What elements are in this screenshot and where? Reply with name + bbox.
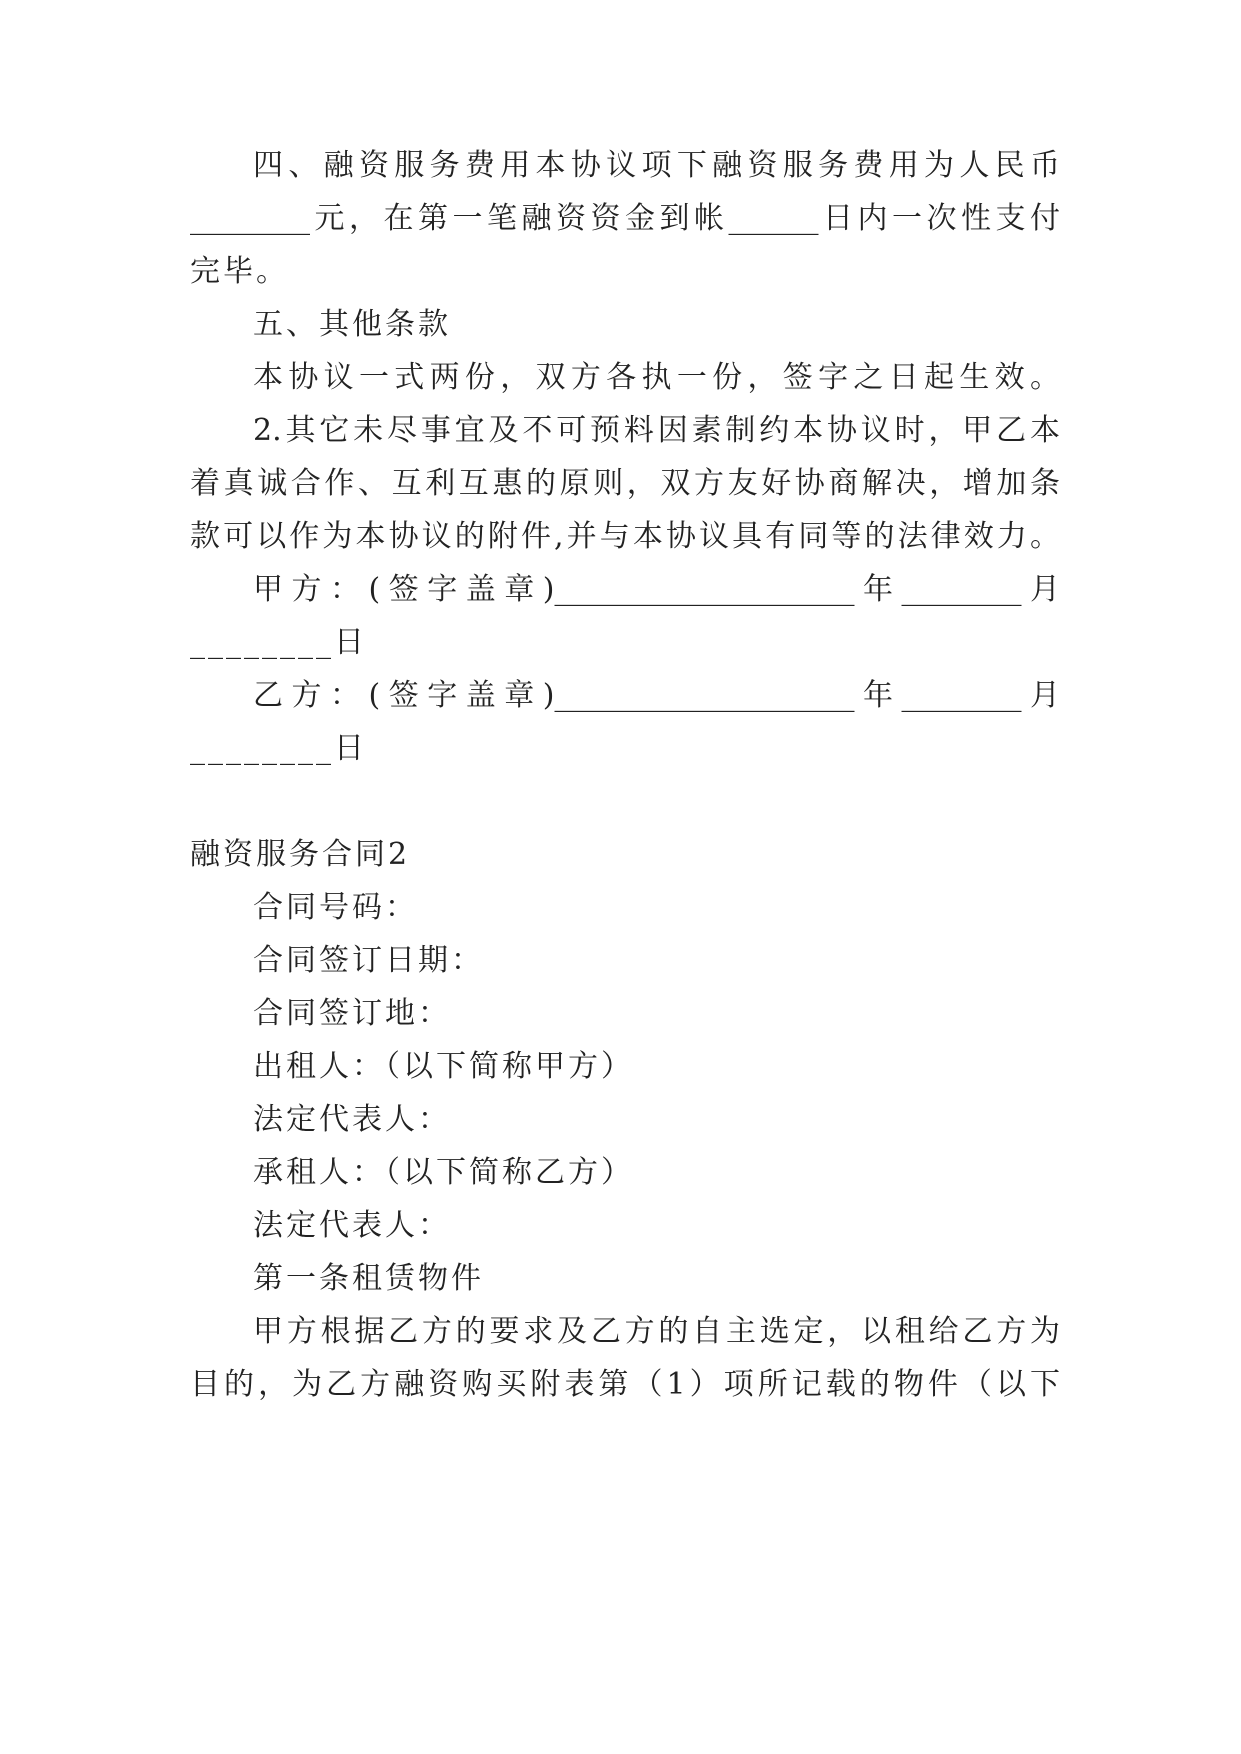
lessor-representative-field: 法定代表人： — [253, 1102, 451, 1137]
clause-5-item-2-line-3: 款可以作为本协议的附件,并与本协议具有同等的法律效力。 — [190, 519, 1060, 554]
article-1-line-2: 目的，为乙方融资购买附表第（1）项所记载的物件（以下 — [190, 1367, 1060, 1402]
clause-5-item-2-line-2: 着真诚合作、互利互惠的原则，双方友好协商解决，增加条 — [190, 466, 1060, 501]
contract-number-field: 合同号码： — [253, 890, 418, 925]
contract-place-field: 合同签订地： — [253, 996, 451, 1031]
article-1-heading: 第一条租赁物件 — [253, 1261, 484, 1296]
clause-5-item-1: 本协议一式两份，双方各执一份，签字之日起生效。 — [253, 360, 1060, 395]
contract-date-field: 合同签订日期： — [253, 943, 484, 978]
party-a-signature-date: ________日 — [190, 625, 367, 660]
party-b-signature-line: 乙方：(签字盖章)____________________年________月 — [253, 678, 1060, 713]
clause-4-line-3: 完毕。 — [190, 254, 289, 289]
clause-4-line-1: 四、融资服务费用本协议项下融资服务费用为人民币 — [253, 148, 1060, 183]
article-1-line-1: 甲方根据乙方的要求及乙方的自主选定，以租给乙方为 — [253, 1314, 1060, 1349]
party-b-signature-date: ________日 — [190, 731, 367, 766]
lessor-field: 出租人：（以下简称甲方） — [253, 1049, 634, 1084]
clause-5-item-2-line-1: 2.其它未尽事宜及不可预料因素制约本协议时，甲乙本 — [253, 413, 1060, 448]
clause-5-heading: 五、其他条款 — [253, 307, 451, 342]
lessee-field: 承租人：（以下简称乙方） — [253, 1155, 634, 1190]
section-title: 融资服务合同2 — [190, 837, 411, 872]
clause-4-line-2: ________元，在第一笔融资资金到帐______日内一次性支付 — [190, 201, 1060, 236]
party-a-signature-line: 甲方：(签字盖章)____________________年________月 — [253, 572, 1060, 607]
lessee-representative-field: 法定代表人： — [253, 1208, 451, 1243]
